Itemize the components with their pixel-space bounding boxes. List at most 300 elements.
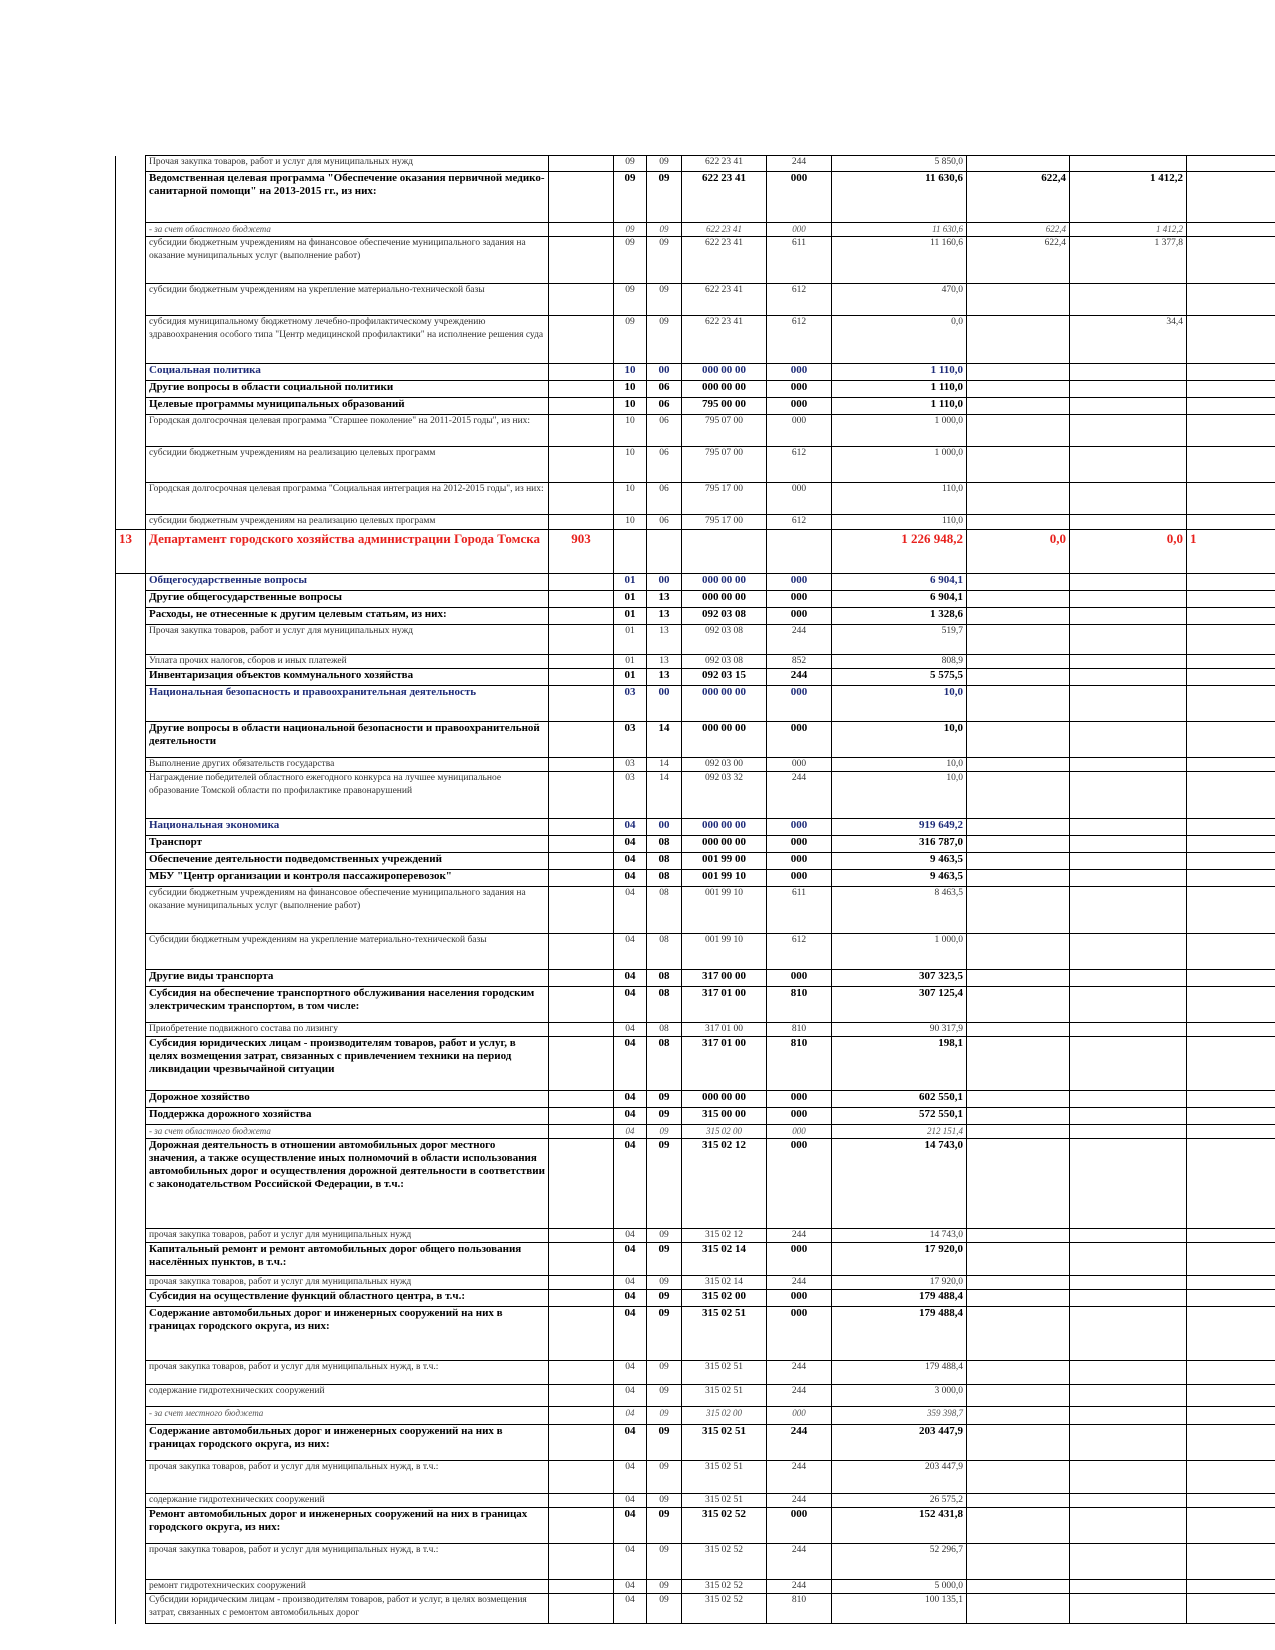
item-name-cell: Городская долгосрочная целевая программа "Старшее поколение" на 2011-2015 годы", из них: (146, 415, 549, 447)
target-article-code-cell: 795 17 00 (682, 515, 767, 530)
dept-code-cell (549, 447, 614, 483)
amount-4-cell (1187, 853, 1275, 870)
dept-code-cell (549, 1091, 614, 1108)
amount-4-cell (1187, 608, 1275, 625)
row-index-cell (116, 398, 146, 415)
amount-4-cell: 1 (1187, 530, 1275, 574)
dept-code-cell (549, 1037, 614, 1091)
row-index-cell (116, 1385, 146, 1407)
section-code-cell: 04 (614, 1091, 647, 1108)
amount-3-cell (1070, 447, 1187, 483)
row-index-cell (116, 1108, 146, 1125)
row-index-cell (116, 819, 146, 836)
amount-2-cell (967, 819, 1070, 836)
item-name-cell: Городская долгосрочная целевая программа "Социальная интеграция на 2012-2015 годы", из них: (146, 483, 549, 515)
amount-3-cell (1070, 686, 1187, 722)
amount-2-cell (967, 1361, 1070, 1385)
table-row (116, 887, 1275, 934)
amount-3-cell (1070, 1125, 1187, 1139)
subsection-code-cell: 08 (647, 1023, 682, 1037)
table-row (116, 316, 1275, 364)
row-index-cell (116, 970, 146, 987)
amount-4-cell (1187, 758, 1275, 772)
subsection-code-cell: 09 (647, 1494, 682, 1508)
amount-cell: 26 575,2 (832, 1494, 967, 1508)
amount-3-cell (1070, 381, 1187, 398)
row-index-cell (116, 483, 146, 515)
row-index-cell (116, 1276, 146, 1290)
section-code-cell: 04 (614, 1385, 647, 1407)
amount-3-cell (1070, 1508, 1187, 1544)
expense-type-code-cell: 612 (767, 934, 832, 970)
item-name-cell: ремонт гидротехнических сооружений (146, 1580, 549, 1594)
row-index-cell (116, 722, 146, 758)
target-article-code-cell: 315 02 51 (682, 1461, 767, 1494)
item-name-cell: Выполнение других обязательств государства (146, 758, 549, 772)
amount-3-cell (1070, 836, 1187, 853)
amount-cell: 198,1 (832, 1037, 967, 1091)
amount-3-cell (1070, 625, 1187, 655)
section-code-cell: 04 (614, 887, 647, 934)
item-name-cell: Инвентаризация объектов коммунального хозяйства (146, 669, 549, 686)
row-index-cell (116, 1243, 146, 1276)
table-row (116, 591, 1275, 608)
amount-cell: 11 630,6 (832, 172, 967, 223)
amount-cell: 9 463,5 (832, 853, 967, 870)
amount-cell: 152 431,8 (832, 1508, 967, 1544)
amount-3-cell (1070, 655, 1187, 669)
table-row (116, 415, 1275, 447)
amount-cell: 11 630,6 (832, 223, 967, 237)
amount-3-cell (1070, 1108, 1187, 1125)
target-article-code-cell: 315 02 12 (682, 1139, 767, 1229)
amount-2-cell: 622,4 (967, 172, 1070, 223)
section-code-cell: 04 (614, 1307, 647, 1361)
table-row (116, 987, 1275, 1023)
amount-4-cell (1187, 1125, 1275, 1139)
item-name-cell: Содержание автомобильных дорог и инженерных сооружений на них в границах городского округа, из них: (146, 1307, 549, 1361)
section-code-cell: 01 (614, 625, 647, 655)
dept-code-cell (549, 1361, 614, 1385)
amount-4-cell (1187, 447, 1275, 483)
item-name-cell: субсидии бюджетным учреждениям на финансовое обеспечение муниципального задания на оказание муниципальных услуг (выполнение работ) (146, 237, 549, 284)
table-row (116, 398, 1275, 415)
expense-type-code-cell: 000 (767, 591, 832, 608)
item-name-cell: Национальная безопасность и правоохранительная деятельность (146, 686, 549, 722)
expense-type-code-cell: 810 (767, 1594, 832, 1624)
item-name-cell: Ремонт автомобильных дорог и инженерных сооружений на них в границах городского округа, из них: (146, 1508, 549, 1544)
item-name-cell: Обеспечение деятельности подведомственных учреждений (146, 853, 549, 870)
amount-2-cell (967, 1229, 1070, 1243)
expense-type-code-cell: 000 (767, 1407, 832, 1425)
amount-4-cell (1187, 316, 1275, 364)
table-row (116, 1139, 1275, 1229)
amount-cell: 5 850,0 (832, 156, 967, 172)
amount-4-cell (1187, 686, 1275, 722)
item-name-cell: прочая закупка товаров, работ и услуг для муниципальных нужд (146, 1276, 549, 1290)
amount-4-cell (1187, 1290, 1275, 1307)
section-code-cell: 04 (614, 1023, 647, 1037)
dept-code-cell (549, 1407, 614, 1425)
subsection-code-cell: 09 (647, 237, 682, 284)
row-index-cell (116, 853, 146, 870)
row-index-cell (116, 1307, 146, 1361)
item-name-cell: Субсидия юридических лицам - производителям товаров, работ и услуг, в целях возмещения затрат, связанных с привлечением техники на период ликвидации чрезвычайной ситуации (146, 1037, 549, 1091)
subsection-code-cell: 00 (647, 364, 682, 381)
amount-2-cell (967, 591, 1070, 608)
item-name-cell: Социальная политика (146, 364, 549, 381)
amount-cell: 0,0 (832, 316, 967, 364)
table-row (116, 1385, 1275, 1407)
amount-3-cell: 34,4 (1070, 316, 1187, 364)
subsection-code-cell: 09 (647, 1091, 682, 1108)
table-row (116, 1594, 1275, 1624)
amount-2-cell (967, 1108, 1070, 1125)
subsection-code-cell: 00 (647, 574, 682, 591)
subsection-code-cell: 08 (647, 836, 682, 853)
amount-cell: 10,0 (832, 758, 967, 772)
subsection-code-cell: 09 (647, 1544, 682, 1580)
table-row (116, 1290, 1275, 1307)
table-row (116, 237, 1275, 284)
amount-cell: 10,0 (832, 722, 967, 758)
amount-3-cell: 1 377,8 (1070, 237, 1187, 284)
target-article-code-cell: 092 03 32 (682, 772, 767, 819)
section-code-cell: 01 (614, 655, 647, 669)
amount-cell: 203 447,9 (832, 1425, 967, 1461)
amount-4-cell (1187, 1361, 1275, 1385)
amount-4-cell (1187, 1580, 1275, 1594)
amount-2-cell (967, 156, 1070, 172)
amount-cell: 90 317,9 (832, 1023, 967, 1037)
amount-3-cell (1070, 156, 1187, 172)
row-index-cell (116, 156, 146, 172)
row-index-cell (116, 1037, 146, 1091)
amount-2-cell (967, 1023, 1070, 1037)
amount-cell: 1 110,0 (832, 364, 967, 381)
amount-4-cell (1187, 1037, 1275, 1091)
row-index-cell (116, 284, 146, 316)
subsection-code-cell: 09 (647, 316, 682, 364)
amount-cell: 1 000,0 (832, 934, 967, 970)
expense-type-code-cell: 244 (767, 1461, 832, 1494)
department-row (116, 530, 1275, 574)
dept-code-cell (549, 669, 614, 686)
expense-type-code-cell: 244 (767, 669, 832, 686)
amount-3-cell (1070, 669, 1187, 686)
amount-2-cell (967, 1125, 1070, 1139)
expense-type-code-cell: 244 (767, 625, 832, 655)
section-code-cell: 04 (614, 836, 647, 853)
table-row (116, 574, 1275, 591)
dept-code-cell (549, 1544, 614, 1580)
table-row (116, 364, 1275, 381)
row-index-cell (116, 1407, 146, 1425)
subsection-code-cell: 09 (647, 1580, 682, 1594)
subsection-code-cell: 13 (647, 669, 682, 686)
amount-3-cell (1070, 1037, 1187, 1091)
amount-2-cell (967, 1594, 1070, 1624)
expense-type-code-cell: 810 (767, 987, 832, 1023)
row-index-cell (116, 686, 146, 722)
amount-cell: 5 575,5 (832, 669, 967, 686)
subsection-code-cell: 09 (647, 1461, 682, 1494)
amount-3-cell (1070, 870, 1187, 887)
row-index-cell (116, 1229, 146, 1243)
expense-type-code-cell: 244 (767, 1494, 832, 1508)
expense-type-code-cell: 000 (767, 870, 832, 887)
expense-type-code-cell: 000 (767, 415, 832, 447)
amount-4-cell (1187, 237, 1275, 284)
row-index-cell (116, 870, 146, 887)
item-name-cell: Целевые программы муниципальных образований (146, 398, 549, 415)
amount-3-cell (1070, 758, 1187, 772)
amount-2-cell (967, 625, 1070, 655)
expense-type-code-cell: 000 (767, 574, 832, 591)
amount-4-cell (1187, 483, 1275, 515)
dept-code-cell (549, 398, 614, 415)
amount-4-cell (1187, 1425, 1275, 1461)
expense-type-code-cell: 000 (767, 483, 832, 515)
target-article-code-cell: 317 01 00 (682, 987, 767, 1023)
amount-3-cell (1070, 1276, 1187, 1290)
expense-type-code-cell: 000 (767, 1508, 832, 1544)
dept-code-cell (549, 853, 614, 870)
dept-code-cell (549, 1290, 614, 1307)
amount-3-cell (1070, 483, 1187, 515)
subsection-code-cell: 09 (647, 284, 682, 316)
target-article-code-cell: 315 02 12 (682, 1229, 767, 1243)
subsection-code-cell: 13 (647, 608, 682, 625)
row-index-cell (116, 447, 146, 483)
amount-4-cell (1187, 574, 1275, 591)
amount-2-cell (967, 1407, 1070, 1425)
row-index-cell (116, 1544, 146, 1580)
amount-2-cell (967, 853, 1070, 870)
row-index-cell (116, 574, 146, 591)
dept-code-cell (549, 608, 614, 625)
section-code-cell: 03 (614, 772, 647, 819)
subsection-code-cell: 08 (647, 970, 682, 987)
expense-type-code-cell: 000 (767, 758, 832, 772)
amount-2-cell (967, 1091, 1070, 1108)
amount-4-cell (1187, 970, 1275, 987)
target-article-code-cell: 315 02 00 (682, 1290, 767, 1307)
subsection-code-cell: 09 (647, 1229, 682, 1243)
subsection-code-cell: 09 (647, 1508, 682, 1544)
dept-code-cell (549, 1385, 614, 1407)
expense-type-code-cell: 612 (767, 316, 832, 364)
subsection-code-cell: 08 (647, 853, 682, 870)
amount-2-cell (967, 669, 1070, 686)
item-name-cell: Другие виды транспорта (146, 970, 549, 987)
row-index-cell (116, 1594, 146, 1624)
expense-type-code-cell: 000 (767, 722, 832, 758)
target-article-code-cell: 000 00 00 (682, 1091, 767, 1108)
expense-type-code-cell: 612 (767, 515, 832, 530)
item-name-cell: - за счет областного бюджета (146, 1125, 549, 1139)
row-index-cell (116, 608, 146, 625)
amount-3-cell (1070, 1425, 1187, 1461)
amount-3-cell (1070, 1461, 1187, 1494)
amount-2-cell (967, 758, 1070, 772)
amount-2-cell (967, 398, 1070, 415)
amount-3-cell: 1 412,2 (1070, 172, 1187, 223)
table-row (116, 156, 1275, 172)
section-code-cell: 01 (614, 574, 647, 591)
subsection-code-cell: 09 (647, 1594, 682, 1624)
row-index-cell (116, 1461, 146, 1494)
item-name-cell: Субсидия на осуществление функций областного центра, в т.ч.: (146, 1290, 549, 1307)
item-name-cell: содержание гидротехнических сооружений (146, 1385, 549, 1407)
target-article-code-cell: 092 03 15 (682, 669, 767, 686)
target-article-code-cell: 092 03 00 (682, 758, 767, 772)
table-row (116, 1461, 1275, 1494)
amount-3-cell: 1 412,2 (1070, 223, 1187, 237)
dept-code-cell (549, 316, 614, 364)
amount-cell: 1 000,0 (832, 447, 967, 483)
amount-2-cell (967, 1307, 1070, 1361)
dept-code-cell (549, 1229, 614, 1243)
amount-cell: 212 151,4 (832, 1125, 967, 1139)
amount-3-cell (1070, 1307, 1187, 1361)
expense-type-code-cell (767, 530, 832, 574)
target-article-code-cell: 317 01 00 (682, 1023, 767, 1037)
dept-code-cell (549, 1243, 614, 1276)
subsection-code-cell: 06 (647, 381, 682, 398)
dept-code-cell (549, 772, 614, 819)
dept-code-cell (549, 819, 614, 836)
target-article-code-cell: 315 00 00 (682, 1108, 767, 1125)
dept-code-cell (549, 1307, 614, 1361)
target-article-code-cell: 795 00 00 (682, 398, 767, 415)
amount-3-cell (1070, 1023, 1187, 1037)
amount-3-cell (1070, 591, 1187, 608)
subsection-code-cell: 08 (647, 987, 682, 1023)
subsection-code-cell: 09 (647, 1139, 682, 1229)
target-article-code-cell: 315 02 52 (682, 1580, 767, 1594)
subsection-code-cell: 09 (647, 1243, 682, 1276)
amount-4-cell (1187, 172, 1275, 223)
row-index-cell (116, 223, 146, 237)
section-code-cell: 04 (614, 987, 647, 1023)
row-index-cell (116, 887, 146, 934)
section-code-cell: 04 (614, 1361, 647, 1385)
subsection-code-cell: 09 (647, 1361, 682, 1385)
amount-4-cell (1187, 772, 1275, 819)
budget-rows (116, 156, 1275, 1624)
amount-4-cell (1187, 1108, 1275, 1125)
section-code-cell: 09 (614, 156, 647, 172)
table-row (116, 1425, 1275, 1461)
dept-code-cell (549, 722, 614, 758)
expense-type-code-cell: 000 (767, 364, 832, 381)
dept-code-cell (549, 1276, 614, 1290)
target-article-code-cell: 622 23 41 (682, 284, 767, 316)
amount-cell: 316 787,0 (832, 836, 967, 853)
expense-type-code-cell: 244 (767, 1544, 832, 1580)
amount-4-cell (1187, 625, 1275, 655)
table-row (116, 870, 1275, 887)
expense-type-code-cell: 810 (767, 1023, 832, 1037)
table-row (116, 447, 1275, 483)
dept-code-cell (549, 1023, 614, 1037)
amount-cell: 519,7 (832, 625, 967, 655)
amount-4-cell (1187, 819, 1275, 836)
subsection-code-cell: 09 (647, 1290, 682, 1307)
section-code-cell: 01 (614, 669, 647, 686)
amount-4-cell (1187, 887, 1275, 934)
item-name-cell: Транспорт (146, 836, 549, 853)
expense-type-code-cell: 244 (767, 772, 832, 819)
amount-4-cell (1187, 1594, 1275, 1624)
row-index-cell: 13 (116, 530, 146, 574)
amount-4-cell (1187, 1407, 1275, 1425)
subsection-code-cell: 00 (647, 686, 682, 722)
item-name-cell: Поддержка дорожного хозяйства (146, 1108, 549, 1125)
amount-2-cell (967, 722, 1070, 758)
expense-type-code-cell: 611 (767, 237, 832, 284)
amount-3-cell (1070, 934, 1187, 970)
amount-2-cell (967, 284, 1070, 316)
section-code-cell: 04 (614, 1243, 647, 1276)
amount-2-cell (967, 655, 1070, 669)
table-row (116, 483, 1275, 515)
amount-3-cell (1070, 608, 1187, 625)
amount-3-cell (1070, 853, 1187, 870)
item-name-cell: содержание гидротехнических сооружений (146, 1494, 549, 1508)
dept-code-cell (549, 415, 614, 447)
amount-3-cell (1070, 515, 1187, 530)
expense-type-code-cell: 244 (767, 156, 832, 172)
expense-type-code-cell: 244 (767, 1580, 832, 1594)
item-name-cell: субсидии бюджетным учреждениям на реализацию целевых программ (146, 515, 549, 530)
row-index-cell (116, 364, 146, 381)
row-index-cell (116, 1425, 146, 1461)
section-code-cell: 04 (614, 1494, 647, 1508)
expense-type-code-cell: 612 (767, 284, 832, 316)
amount-3-cell (1070, 970, 1187, 987)
amount-4-cell (1187, 284, 1275, 316)
amount-2-cell (967, 1544, 1070, 1580)
table-row (116, 686, 1275, 722)
amount-cell: 1 000,0 (832, 415, 967, 447)
expense-type-code-cell: 000 (767, 853, 832, 870)
row-index-cell (116, 669, 146, 686)
dept-code-cell (549, 172, 614, 223)
table-row (116, 819, 1275, 836)
dept-code-cell (549, 655, 614, 669)
amount-4-cell (1187, 1544, 1275, 1580)
table-row (116, 381, 1275, 398)
amount-2-cell (967, 1276, 1070, 1290)
amount-3-cell (1070, 1385, 1187, 1407)
dept-code-cell (549, 1580, 614, 1594)
item-name-cell: Расходы, не отнесенные к другим целевым статьям, из них: (146, 608, 549, 625)
amount-cell: 6 904,1 (832, 591, 967, 608)
dept-code-cell (549, 1108, 614, 1125)
section-code-cell: 04 (614, 1594, 647, 1624)
row-index-cell (116, 237, 146, 284)
amount-3-cell (1070, 887, 1187, 934)
expense-type-code-cell: 000 (767, 970, 832, 987)
amount-cell: 808,9 (832, 655, 967, 669)
amount-4-cell (1187, 223, 1275, 237)
subsection-code-cell: 06 (647, 398, 682, 415)
section-code-cell (614, 530, 647, 574)
table-row (116, 655, 1275, 669)
row-index-cell (116, 655, 146, 669)
